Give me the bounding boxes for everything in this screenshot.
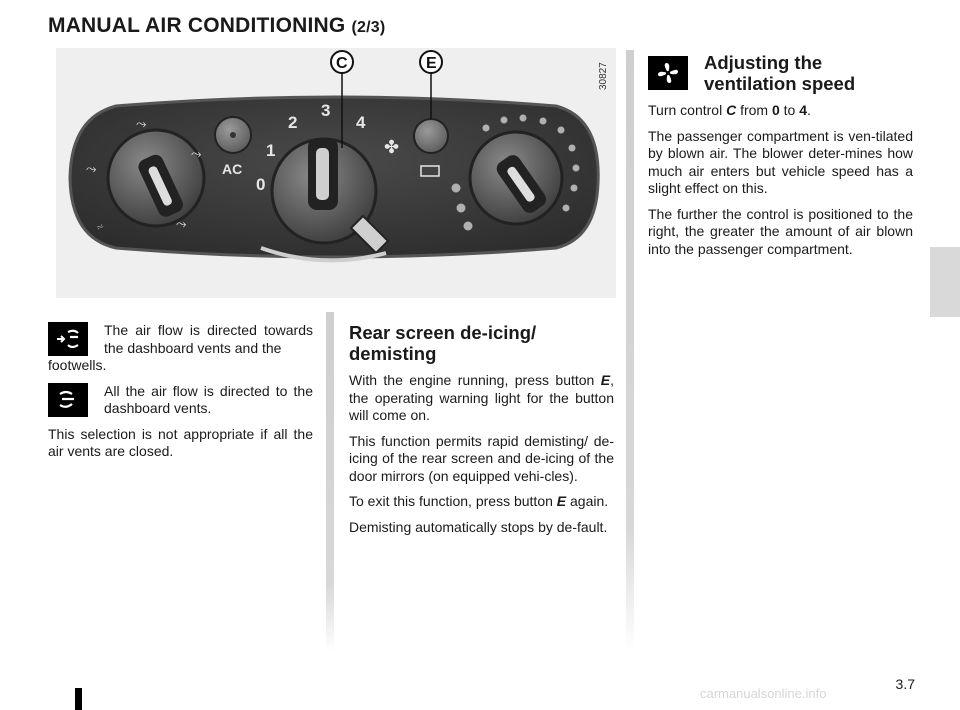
rear-demist-button [414,119,448,153]
paragraph-further-right: The further the control is positioned to the right, the greater the amount of air blown into the passenger compartment. [648,205,913,257]
item-face-feet-cont: footwells. [48,357,107,373]
corner-mark [75,688,82,710]
svg-text:⤳: ⤳ [86,162,97,177]
svg-text:0: 0 [256,175,266,194]
svg-text:✤: ✤ [384,137,400,158]
air-distribution-face-feet-icon [48,322,88,356]
paragraph-auto-stop: Demisting automatically stops by de-fault. [349,518,608,535]
heading-rear-demist: Rear screen de-icing/ demisting [349,322,537,364]
column-ventilation-speed [648,52,913,266]
title-part: (2/3) [351,19,386,36]
column-divider-left [326,312,334,652]
paragraph-function: This function permits rapid demisting/ de-icing of the rear screen and de-icing of the door mirrors (on equipped vehi-cles). [349,432,614,484]
callout-e: E [426,55,437,72]
column-divider-right [626,50,634,650]
heading-row [648,52,913,94]
callout-c: C [336,55,348,72]
column-air-distribution [48,322,313,469]
paragraph-blown-air: The passenger compartment is ven-tilated by blown air. The blower deter-mines how much air enters but vehicle speed has a slight effect on this. [648,127,913,196]
svg-text:⤳: ⤳ [191,147,202,162]
air-distribution-face-icon [48,383,88,417]
paragraph-exit: To exit this function, press button E again. [349,493,609,509]
paragraph-turn-control: Turn control C from 0 to 4. [648,102,811,118]
paragraph-press-e: With the engine running, press button E, the operating warning light for the button will come on. [349,372,615,423]
page-number: 3.7 [895,676,915,692]
svg-text:2: 2 [288,113,298,132]
control-panel-figure [56,48,616,298]
svg-text:1: 1 [266,141,276,160]
note-vents-closed: This selection is not appropriate if all the air vents are closed. [48,425,313,459]
item-face-text: All the air flow is directed to the dashboard vents. [104,382,313,416]
svg-text:⤳: ⤳ [176,217,187,232]
column-rear-demist [349,322,614,544]
svg-text:⩫: ⩫ [96,222,105,233]
svg-text:4: 4 [356,113,366,132]
item-face-feet-text: The air flow is directed towards the dashboard vents and the [104,322,313,356]
figure-ref-number: 30827 [598,62,609,90]
svg-text:3: 3 [321,101,331,120]
fan-icon [648,56,688,90]
svg-text:⤳: ⤳ [136,117,147,132]
item-face [48,383,313,418]
watermark: carmanualsonline.info [700,686,827,701]
title-text: MANUAL AIR CONDITIONING [48,14,346,37]
ac-label: AC [222,161,243,177]
heading-ventilation-speed: Adjusting the ventilation speed [704,52,856,94]
chapter-side-tab [930,247,960,317]
item-face-feet [48,322,313,357]
page-title [48,14,385,38]
